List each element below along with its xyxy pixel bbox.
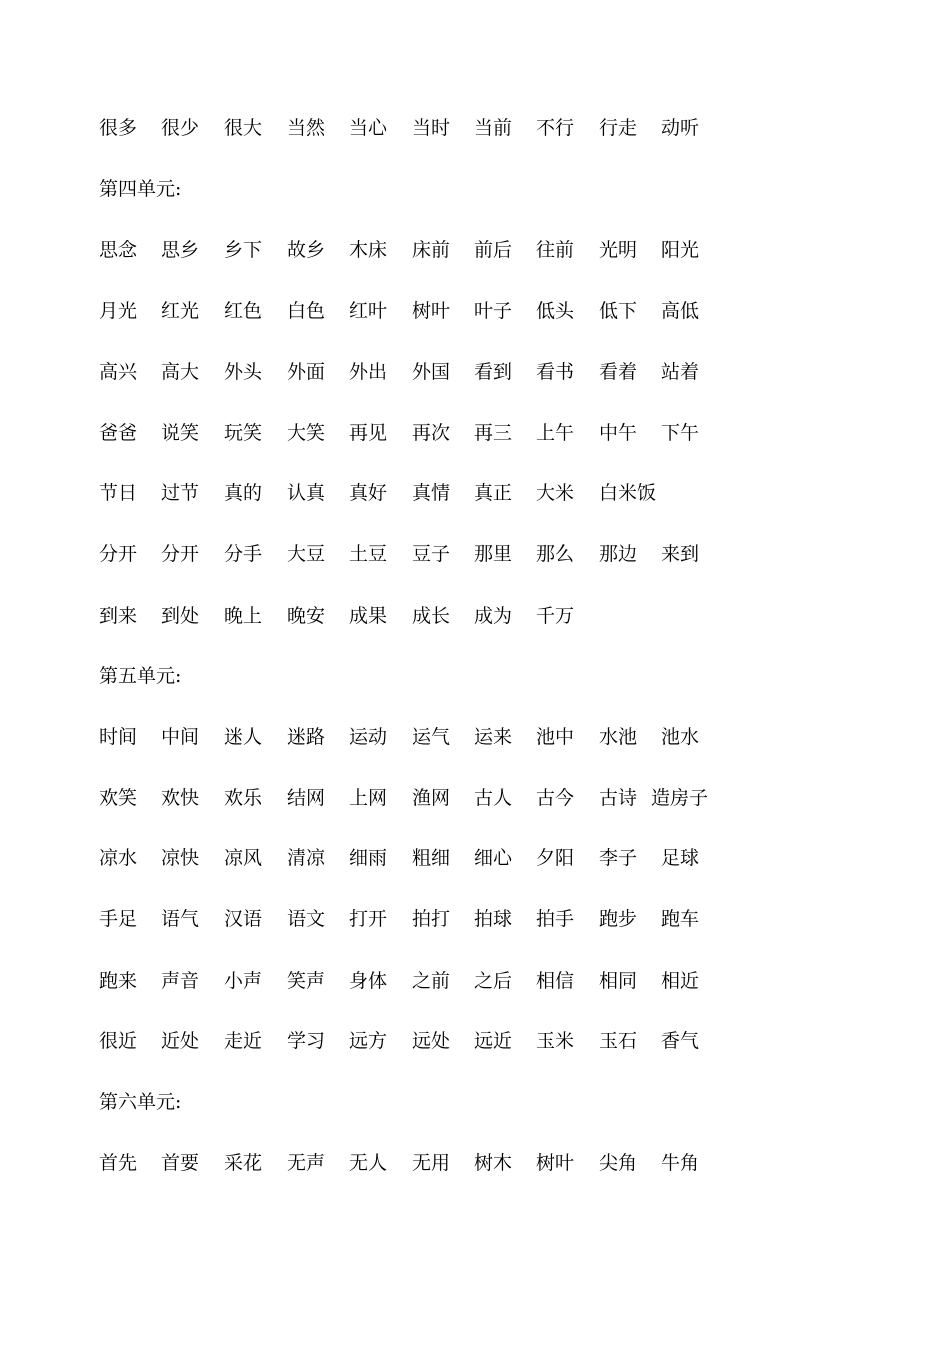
vocab-word: 低头 (536, 300, 575, 322)
vocab-word: 很多 (99, 117, 138, 139)
vocab-word: 相信 (536, 970, 575, 992)
vocab-word: 高大 (161, 361, 200, 383)
vocab-word: 拍打 (412, 908, 451, 930)
vocab-word: 乡下 (224, 239, 263, 261)
vocab-word: 红色 (224, 300, 263, 322)
vocab-word: 首要 (161, 1152, 200, 1174)
vocab-word: 清凉 (287, 847, 326, 869)
vocab-word: 高低 (661, 300, 700, 322)
vocab-word: 细心 (474, 847, 513, 869)
vocab-word: 之后 (474, 970, 513, 992)
vocab-word: 看书 (536, 361, 575, 383)
vocab-word: 成为 (474, 605, 513, 627)
vocab-word: 欢笑 (99, 787, 138, 809)
vocab-word: 白色 (287, 300, 326, 322)
vocab-word: 再见 (349, 422, 388, 444)
word-row (0, 966, 950, 996)
vocab-word: 学习 (287, 1030, 326, 1052)
vocab-word: 晚上 (224, 605, 263, 627)
word-row (0, 783, 950, 813)
vocab-word: 粗细 (412, 847, 451, 869)
vocab-word: 近处 (161, 1030, 200, 1052)
vocab-word: 玩笑 (224, 422, 263, 444)
vocab-word: 节日 (99, 482, 138, 504)
vocab-word: 低下 (599, 300, 638, 322)
vocab-word: 那里 (474, 543, 513, 565)
vocab-word: 相近 (661, 970, 700, 992)
vocab-word: 上网 (349, 787, 388, 809)
vocab-word: 大豆 (287, 543, 326, 565)
vocab-word: 外头 (224, 361, 263, 383)
vocab-word: 成果 (349, 605, 388, 627)
word-row (0, 418, 950, 448)
vocab-word: 远方 (349, 1030, 388, 1052)
vocab-word: 结网 (287, 787, 326, 809)
vocab-word: 故乡 (287, 239, 326, 261)
vocab-word: 上午 (536, 422, 575, 444)
vocab-word: 大笑 (287, 422, 326, 444)
word-row (0, 235, 950, 265)
vocab-word: 动听 (661, 117, 700, 139)
vocab-word: 再次 (412, 422, 451, 444)
vocab-word: 水池 (599, 726, 638, 748)
vocab-word: 到处 (161, 605, 200, 627)
vocab-word: 叶子 (474, 300, 513, 322)
vocab-word: 尖角 (599, 1152, 638, 1174)
vocab-word: 行走 (599, 117, 638, 139)
vocab-word: 豆子 (412, 543, 451, 565)
vocab-word: 造房子 (651, 787, 709, 809)
vocab-word: 成长 (412, 605, 451, 627)
vocab-word: 古今 (536, 787, 575, 809)
vocab-word: 跑来 (99, 970, 138, 992)
vocab-word: 下午 (661, 422, 700, 444)
vocab-word: 看到 (474, 361, 513, 383)
vocab-word: 笑声 (287, 970, 326, 992)
vocab-word: 分手 (224, 543, 263, 565)
vocab-word: 真好 (349, 482, 388, 504)
vocab-word: 语气 (161, 908, 200, 930)
vocab-word: 远处 (412, 1030, 451, 1052)
vocab-word: 前后 (474, 239, 513, 261)
vocab-word: 很大 (224, 117, 263, 139)
vocab-word: 当心 (349, 117, 388, 139)
vocab-word: 运来 (474, 726, 513, 748)
word-row (0, 601, 950, 631)
vocab-word: 凉风 (224, 847, 263, 869)
vocab-word: 远近 (474, 1030, 513, 1052)
vocab-word: 拍球 (474, 908, 513, 930)
vocab-word: 思乡 (161, 239, 200, 261)
vocab-word: 光明 (599, 239, 638, 261)
vocab-word: 外面 (287, 361, 326, 383)
vocab-word: 真情 (412, 482, 451, 504)
unit-heading-text: 第五单元: (99, 665, 182, 687)
vocab-word: 中午 (599, 422, 638, 444)
vocab-word: 那边 (599, 543, 638, 565)
vocab-word: 真正 (474, 482, 513, 504)
vocab-word: 外国 (412, 361, 451, 383)
vocab-word: 香气 (661, 1030, 700, 1052)
vocab-word: 采花 (224, 1152, 263, 1174)
vocab-word: 无用 (412, 1152, 451, 1174)
vocab-word: 很近 (99, 1030, 138, 1052)
vocab-word: 爸爸 (99, 422, 138, 444)
vocab-word: 说笑 (161, 422, 200, 444)
vocab-word: 身体 (349, 970, 388, 992)
word-row (0, 113, 950, 143)
vocab-word: 中间 (161, 726, 200, 748)
vocab-word: 床前 (412, 239, 451, 261)
vocab-word: 白米饭 (599, 482, 657, 504)
vocab-word: 千万 (536, 605, 575, 627)
vocab-word: 古诗 (599, 787, 638, 809)
vocab-word: 大米 (536, 482, 575, 504)
unit-heading (0, 174, 950, 204)
word-row (0, 722, 950, 752)
vocab-word: 再三 (474, 422, 513, 444)
vocab-word: 玉米 (536, 1030, 575, 1052)
vocab-word: 拍手 (536, 908, 575, 930)
unit-heading (0, 661, 950, 691)
vocab-word: 之前 (412, 970, 451, 992)
vocab-word: 阳光 (661, 239, 700, 261)
vocab-word: 外出 (349, 361, 388, 383)
vocab-word: 凉快 (161, 847, 200, 869)
vocab-word: 牛角 (661, 1152, 700, 1174)
vocab-word: 李子 (599, 847, 638, 869)
vocab-word: 树木 (474, 1152, 513, 1174)
vocab-word: 迷路 (287, 726, 326, 748)
vocab-word: 晚安 (287, 605, 326, 627)
vocab-word: 玉石 (599, 1030, 638, 1052)
vocab-word: 凉水 (99, 847, 138, 869)
vocab-word: 高兴 (99, 361, 138, 383)
vocab-word: 当前 (474, 117, 513, 139)
vocab-word: 古人 (474, 787, 513, 809)
vocab-word: 木床 (349, 239, 388, 261)
unit-heading-text: 第四单元: (99, 178, 182, 200)
vocab-word: 不行 (536, 117, 575, 139)
word-row (0, 843, 950, 873)
vocab-word: 那么 (536, 543, 575, 565)
word-row (0, 539, 950, 569)
vocab-word: 往前 (536, 239, 575, 261)
vocab-word: 欢快 (161, 787, 200, 809)
vocab-word: 过节 (161, 482, 200, 504)
vocab-word: 跑步 (599, 908, 638, 930)
word-row (0, 357, 950, 387)
vocab-word: 树叶 (412, 300, 451, 322)
word-row (0, 1148, 950, 1178)
vocab-word: 很少 (161, 117, 200, 139)
vocab-word: 思念 (99, 239, 138, 261)
vocab-word: 走近 (224, 1030, 263, 1052)
vocab-word: 跑车 (661, 908, 700, 930)
vocab-word: 渔网 (412, 787, 451, 809)
vocab-word: 汉语 (224, 908, 263, 930)
vocab-word: 迷人 (224, 726, 263, 748)
vocab-word: 当然 (287, 117, 326, 139)
vocab-word: 真的 (224, 482, 263, 504)
vocab-word: 手足 (99, 908, 138, 930)
vocab-word: 欢乐 (224, 787, 263, 809)
vocab-word: 到来 (99, 605, 138, 627)
vocab-word: 运气 (412, 726, 451, 748)
vocab-word: 无声 (287, 1152, 326, 1174)
vocab-word: 站着 (661, 361, 700, 383)
vocab-word: 池中 (536, 726, 575, 748)
word-row (0, 478, 950, 508)
vocab-word: 看着 (599, 361, 638, 383)
vocab-word: 树叶 (536, 1152, 575, 1174)
vocab-word: 相同 (599, 970, 638, 992)
vocab-word: 声音 (161, 970, 200, 992)
vocab-word: 首先 (99, 1152, 138, 1174)
vocab-word: 红光 (161, 300, 200, 322)
vocab-word: 土豆 (349, 543, 388, 565)
vocab-word: 时间 (99, 726, 138, 748)
vocab-word: 认真 (287, 482, 326, 504)
vocab-word: 月光 (99, 300, 138, 322)
word-row (0, 296, 950, 326)
vocab-word: 小声 (224, 970, 263, 992)
word-row (0, 1026, 950, 1056)
word-row (0, 904, 950, 934)
vocab-word: 当时 (412, 117, 451, 139)
unit-heading-text: 第六单元: (99, 1091, 182, 1113)
vocab-word: 来到 (661, 543, 700, 565)
vocab-word: 运动 (349, 726, 388, 748)
vocab-word: 池水 (661, 726, 700, 748)
vocab-word: 足球 (661, 847, 700, 869)
vocab-word: 分开 (99, 543, 138, 565)
vocab-word: 分开 (161, 543, 200, 565)
unit-heading (0, 1087, 950, 1117)
vocab-word: 无人 (349, 1152, 388, 1174)
vocab-word: 细雨 (349, 847, 388, 869)
vocab-word: 夕阳 (536, 847, 575, 869)
vocab-word: 语文 (287, 908, 326, 930)
vocab-word: 红叶 (349, 300, 388, 322)
vocab-word: 打开 (349, 908, 388, 930)
